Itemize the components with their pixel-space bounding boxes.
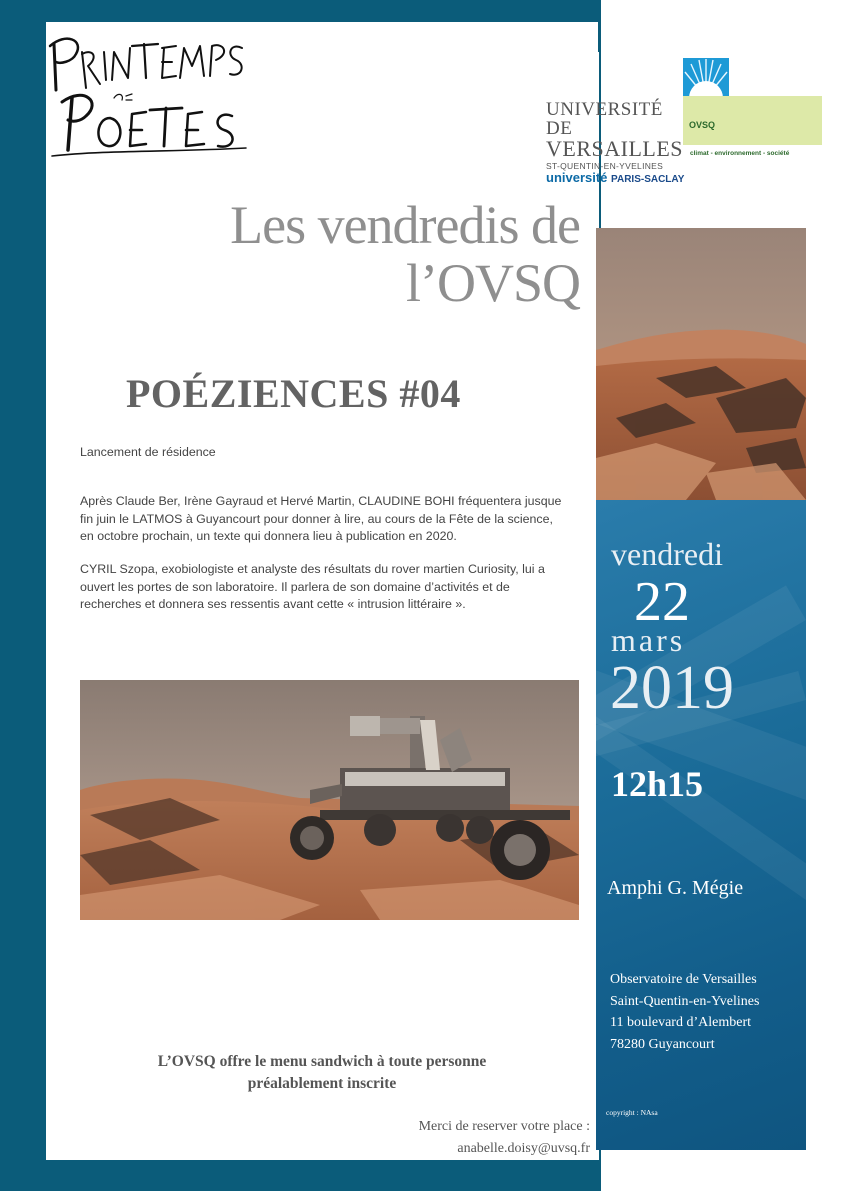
event-day: vendredi [611,536,723,572]
curiosity-rover-photo [80,680,579,920]
event-time: 12h15 [611,764,704,804]
university-name-line1: UNIVERSITÉ DE [546,99,663,139]
reservation-info [300,1116,590,1161]
event-place: Amphi G. Mégie [607,877,744,899]
address-line: Saint-Quentin-en-Yvelines [610,993,760,1009]
university-name-line2: VERSAILLES [546,136,683,161]
paragraph-2: CYRIL Szopa, exobiologiste et analyste des résultats du rover martien Curiosity, lui a ouvert les portes de son laboratoire. Il parlera de son domaine d’activités et de recherches et donnera ses ressentis avant cette « intrusion littéraire ». [80,562,545,612]
printemps-des-poetes-logo [46,22,252,162]
ovsq-logo-box [683,96,822,145]
reserve-label: Merci de reserver votre place : [418,1119,590,1134]
event-year: 2019 [610,654,734,722]
paris-saclay-logo [546,170,684,185]
event-heading: POÉZIENCES #04 [126,371,461,416]
title-line1: Les vendredis de [230,195,580,255]
address-line: 11 boulevard d’Alembert [610,1015,751,1031]
event-address [610,969,759,1056]
frame-left [0,0,46,1191]
title-line2: l’OVSQ [405,253,580,314]
copyright-note: copyright : NAsa [606,1108,658,1117]
subtitle: Lancement de résidence [80,445,216,459]
sandwich-offer [80,1051,564,1094]
paris-saclay-suffix: PARIS-SACLAY [611,174,685,185]
poster-title [160,196,580,313]
university-logo [546,99,683,171]
mars-landscape-photo [596,228,806,500]
sandwich-line2: préalablement inscrite [247,1074,397,1092]
address-line: 78280 Guyancourt [610,1037,715,1053]
address-line: Observatoire de Versailles [610,972,757,987]
university-name-line3: ST-QUENTIN-EN-YVELINES [546,161,664,171]
ovsq-label: OVSQ [689,120,716,130]
ovsq-tagline: climat - environnement - société [690,150,790,157]
event-month: mars [611,622,686,658]
frame-bottom [46,1160,601,1191]
paragraph-1: Après Claude Ber, Irène Gayraud et Hervé Martin, CLAUDINE BOHI fréquentera jusque fin juin le LATMOS à Guyancourt pour donner à lire, au cours de la Fête de la science, en octobre prochain, un texte qui donnera lieu à publication en 2020. [80,494,562,544]
paris-saclay-prefix: université [546,170,608,185]
contact-email[interactable]: anabelle.doisy@uvsq.fr [457,1141,590,1157]
sandwich-line1: L’OVSQ offre le menu sandwich à toute personne [157,1053,487,1070]
event-date: 22 [634,571,690,633]
